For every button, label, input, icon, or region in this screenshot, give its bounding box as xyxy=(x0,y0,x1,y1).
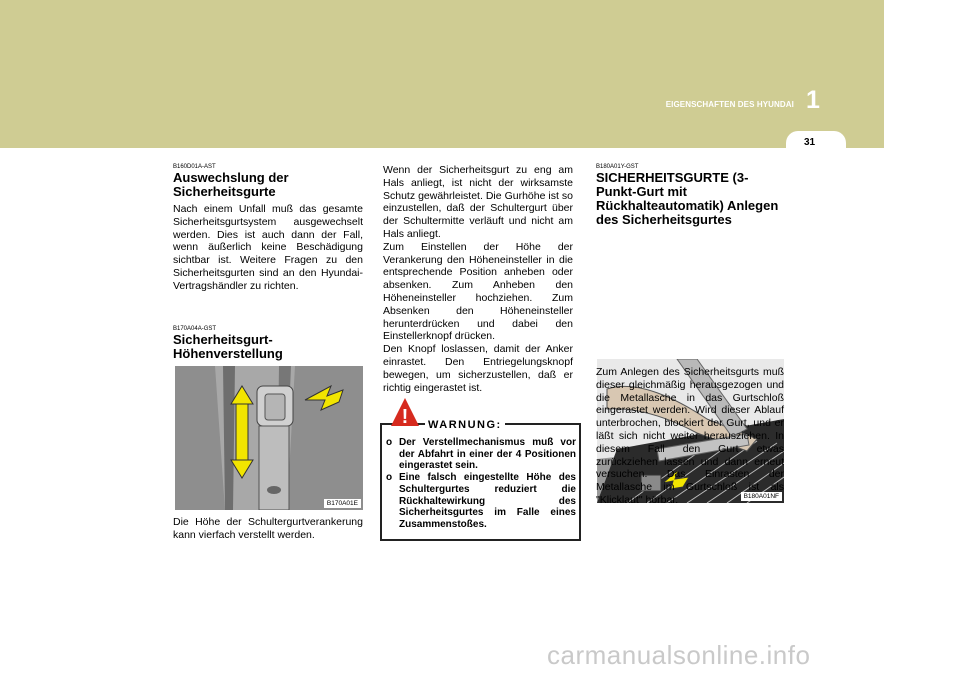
warning-item xyxy=(386,472,576,531)
seatbelt-adjuster-illustration xyxy=(175,366,363,510)
page-number: 31 xyxy=(804,137,816,148)
figure-label: B180A01NF xyxy=(741,492,782,501)
column-2 xyxy=(383,164,573,394)
section-code: B180A01Y-GST xyxy=(596,164,639,170)
header-band xyxy=(0,0,884,148)
section-heading: SICHERHEITSGURTE (3-Punkt-Gurt mit Rückhalteautomatik) Anlegen des Sicherheitsgurtes xyxy=(596,170,779,227)
warning-title: WARNUNG: xyxy=(425,419,505,431)
warning-item xyxy=(386,437,576,472)
warning-icon-glyph: ! xyxy=(401,406,409,427)
warning-list xyxy=(386,437,576,531)
adjustment-instructions: Wenn der Sicherheitsgurt zu eng am Hals anliegt, ist nicht der wirksamste Schutz gewährleistet. Die Gurhöhe ist so einzustellen, daß der Schultergurt über der Schultermitte verläuft und nicht am Hals anliegt. Zum Einstellen der Höhe der Verankerung den Höheneinsteller in die entsprechende Position anheben oder absenken. Zum Anheben den Höheneinsteller hochziehen. Zum Absenken den Höheneinsteller herunterdrücken und dabei den Einstellerknopf drücken. Den Knopf loslassen, damit der Anker einrastet. Den Entriegelungsknopf bewegen, um sicherzustellen, daß er richtig eingerastet ist. xyxy=(383,164,573,394)
column-1 xyxy=(173,164,363,293)
column-3-body xyxy=(596,366,784,507)
bullet: o xyxy=(386,472,393,484)
chapter-title: EIGENSCHAFTEN DES HYUNDAI xyxy=(665,100,794,109)
figure-caption-block xyxy=(173,516,363,542)
section-code: B170A04A-GST xyxy=(173,326,217,332)
section-body: Nach einem Unfall muß das gesamte Sicherheitsgurtsystem ausgewechselt werden. Dies ist auch dann der Fall, wenn äußerlich keine Beschädigung sichtbar ist. Weitere Fragen zu den Sicherheitsgurten sind an den Hyundai-Vertragshändler zu richten. xyxy=(173,203,363,292)
warning-icon xyxy=(390,397,420,427)
warning-item-text: Der Verstellmechanismus muß vor der Abfahrt in einer der 4 Positionen eingerastet sein. xyxy=(399,437,576,472)
warning-item-text: Eine falsch eingestellte Höhe des Schultergurtes reduziert die Rückhaltewirkung des Sicherheitsgurtes im Falle eines Zusammenstoßes. xyxy=(399,472,576,530)
column-3 xyxy=(596,164,786,231)
fastening-instructions: Zum Anlegen des Sicherheitsgurts muß dieser gleichmäßig herausgezogen und die Metallasche in das Gurtschloß eingerastet werden. Wird dieser Ablauf unterbrochen, blockiert der Gurt, und er läßt sich nicht weiter herausziehen. In diesem Fall den Gurt etwas zurückziehen lassen und dann erneut versuchen. Das Einrasten der Metallasche im Gurtschloß ist als "Klicklaut" hörbar. xyxy=(596,366,784,506)
chapter-number: 1 xyxy=(806,86,820,114)
figure-height-adjuster xyxy=(175,366,363,510)
section-heading: Sicherheitsgurt-Höhenverstellung xyxy=(173,332,283,361)
watermark: carmanualsonline.info xyxy=(547,640,811,670)
page-tab xyxy=(786,131,846,153)
column-1-section-2 xyxy=(173,326,363,365)
figure-label: B170A01E xyxy=(324,499,361,508)
section-heading: Auswechslung der Sicherheitsgurte xyxy=(173,170,289,199)
section-code: B160D01A-AST xyxy=(173,164,216,170)
bullet: o xyxy=(386,437,393,448)
figure-caption: Die Höhe der Schultergurtverankerung kann vierfach verstellt werden. xyxy=(173,516,363,541)
